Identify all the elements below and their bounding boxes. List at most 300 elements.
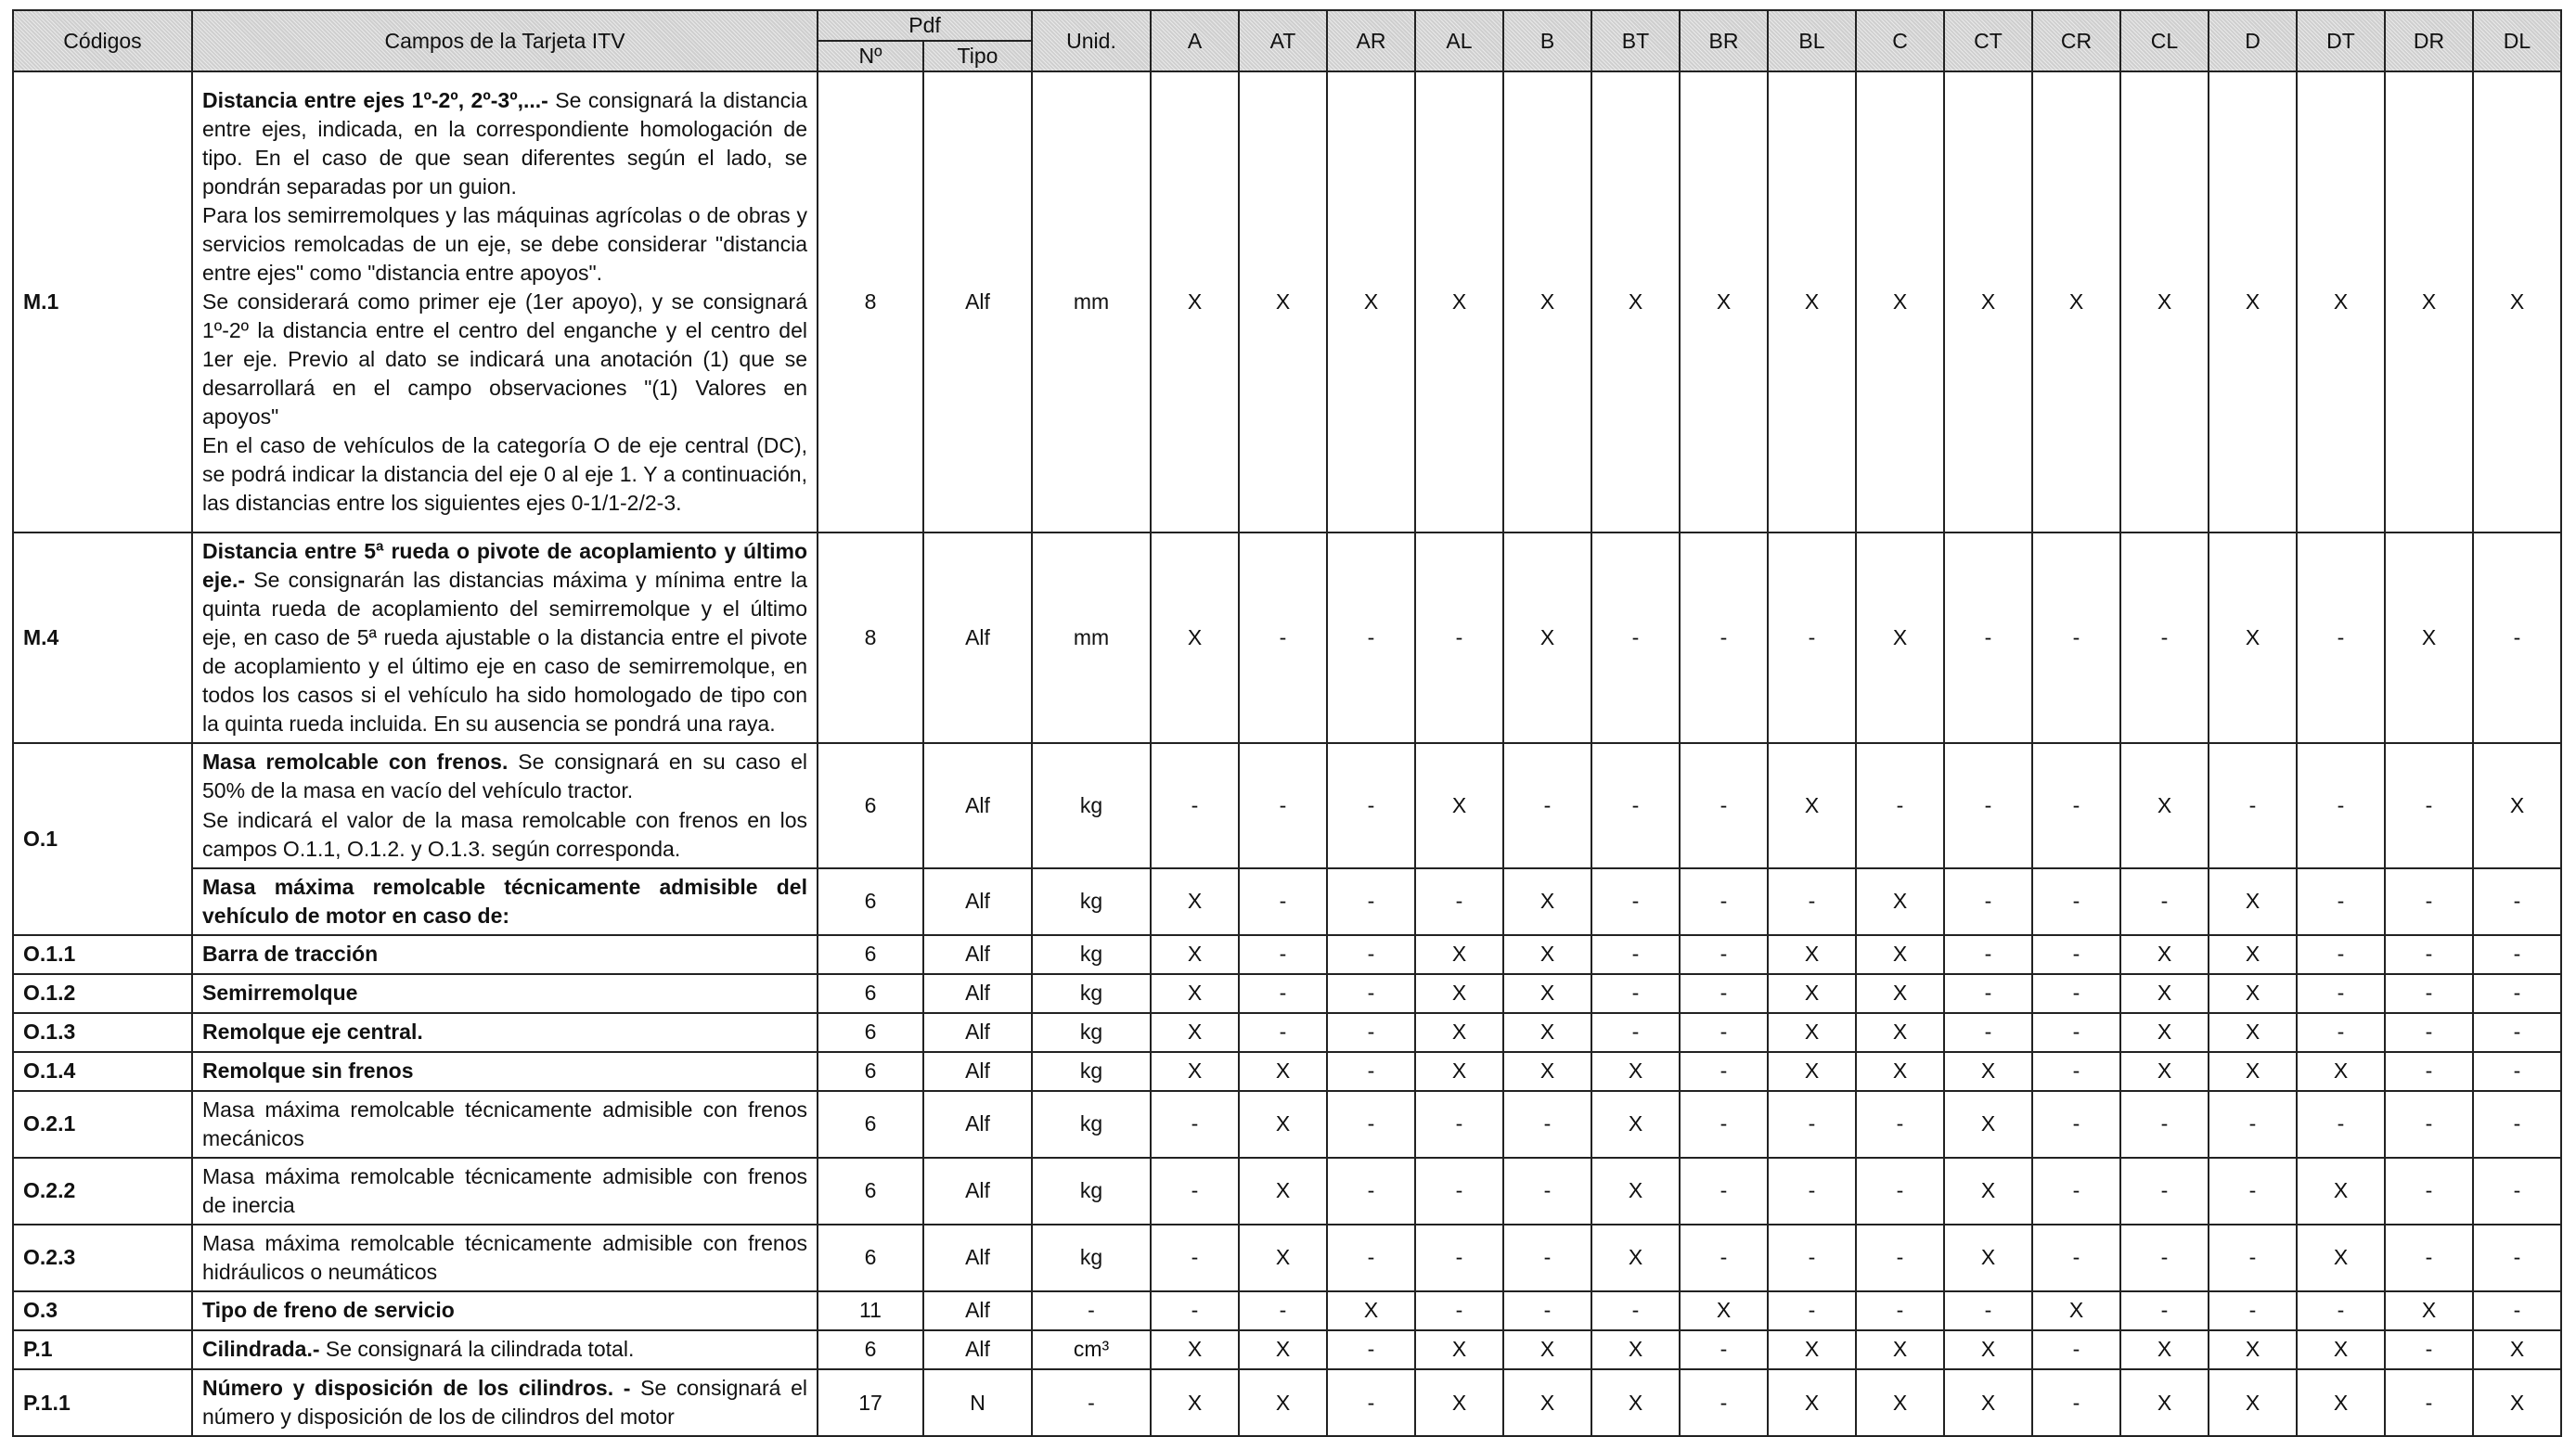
category-mark-b: X: [1503, 1013, 1591, 1052]
category-mark-b: X: [1503, 935, 1591, 974]
category-mark-cl: -: [2120, 1225, 2209, 1291]
row-pdf-number: 17: [818, 1369, 923, 1436]
header-cat-bt: BT: [1591, 10, 1680, 71]
description-text: Masa máxima remolcable técnicamente admisible con frenos mecánicos: [202, 1097, 807, 1150]
category-mark-dl: -: [2473, 1091, 2561, 1158]
category-mark-cl: X: [2120, 743, 2209, 867]
row-unit: kg: [1032, 1225, 1151, 1291]
header-cat-cl: CL: [2120, 10, 2209, 71]
category-mark-a: -: [1151, 1158, 1239, 1225]
category-mark-a: X: [1151, 71, 1239, 532]
category-mark-dl: -: [2473, 532, 2561, 743]
category-mark-br: X: [1680, 1291, 1768, 1330]
category-mark-c: X: [1856, 1013, 1944, 1052]
category-mark-c: X: [1856, 1330, 1944, 1369]
description-title: Remolque eje central.: [202, 1020, 423, 1045]
row-pdf-number: 6: [818, 935, 923, 974]
header-unit: Unid.: [1032, 10, 1151, 71]
row-code: P.1: [13, 1330, 192, 1369]
category-mark-cr: -: [2032, 868, 2120, 935]
row-description: [192, 1091, 818, 1158]
description-paragraph: Se considerará como primer eje (1er apoyo), y se consignará 1º-2º la distancia entre el centro del enganche y el centro del 1er eje. Previo al dato se indicará una anotación (1) que se desarrollará en el campo observaciones "(1) Valores en apoyos": [202, 289, 807, 430]
category-mark-a: -: [1151, 1091, 1239, 1158]
category-mark-ct: X: [1944, 1330, 2032, 1369]
category-mark-a: X: [1151, 868, 1239, 935]
category-mark-br: -: [1680, 1013, 1768, 1052]
category-mark-dr: -: [2385, 743, 2473, 867]
row-code: P.1.1: [13, 1369, 192, 1436]
category-mark-d: X: [2209, 532, 2297, 743]
category-mark-at: X: [1239, 1052, 1327, 1091]
header-cat-dl: DL: [2473, 10, 2561, 71]
category-mark-dt: X: [2297, 1225, 2385, 1291]
row-unit: mm: [1032, 532, 1151, 743]
row-unit: kg: [1032, 743, 1151, 867]
category-mark-d: X: [2209, 974, 2297, 1013]
row-pdf-type: Alf: [923, 868, 1032, 935]
category-mark-bt: -: [1591, 532, 1680, 743]
category-mark-at: -: [1239, 935, 1327, 974]
description-text: Se consignará la cilindrada total.: [319, 1337, 635, 1362]
category-mark-br: -: [1680, 935, 1768, 974]
category-mark-dl: X: [2473, 1369, 2561, 1436]
category-mark-cr: -: [2032, 1091, 2120, 1158]
category-mark-ct: X: [1944, 1158, 2032, 1225]
header-cat-a: A: [1151, 10, 1239, 71]
row-pdf-type: Alf: [923, 1291, 1032, 1330]
description-text: Se consignará en su caso el 50% de la masa en vacío del vehículo tractor.: [202, 750, 807, 803]
row-pdf-number: 6: [818, 1013, 923, 1052]
row-code: O.3: [13, 1291, 192, 1330]
category-mark-at: -: [1239, 1291, 1327, 1330]
row-pdf-number: 6: [818, 743, 923, 867]
row-pdf-type: Alf: [923, 1225, 1032, 1291]
table-row: [13, 1291, 2561, 1330]
category-mark-bl: -: [1768, 532, 1856, 743]
category-mark-ct: X: [1944, 71, 2032, 532]
description-title: Masa máxima remolcable técnicamente admisible del vehículo de motor en caso de:: [202, 874, 807, 928]
row-pdf-type: Alf: [923, 1330, 1032, 1369]
row-description: [192, 935, 818, 974]
category-mark-bt: -: [1591, 1013, 1680, 1052]
category-mark-ar: -: [1327, 1225, 1415, 1291]
category-mark-dl: -: [2473, 868, 2561, 935]
category-mark-bl: X: [1768, 1013, 1856, 1052]
category-mark-dt: X: [2297, 1052, 2385, 1091]
category-mark-cr: -: [2032, 1013, 2120, 1052]
category-mark-c: X: [1856, 71, 1944, 532]
category-mark-al: X: [1415, 974, 1503, 1013]
category-mark-c: -: [1856, 743, 1944, 867]
category-mark-b: -: [1503, 1225, 1591, 1291]
category-mark-dr: -: [2385, 868, 2473, 935]
category-mark-al: -: [1415, 532, 1503, 743]
description-title: Distancia entre 5ª rueda o pivote de acoplamiento y último eje.-: [202, 539, 807, 593]
category-mark-c: -: [1856, 1291, 1944, 1330]
row-pdf-type: Alf: [923, 1158, 1032, 1225]
description-text: Masa máxima remolcable técnicamente admisible con frenos de inercia: [202, 1163, 807, 1217]
row-code: O.1.1: [13, 935, 192, 974]
category-mark-a: X: [1151, 1013, 1239, 1052]
row-description: [192, 1013, 818, 1052]
description-title: Semirremolque: [202, 981, 358, 1006]
category-mark-dl: X: [2473, 743, 2561, 867]
row-description: [192, 1330, 818, 1369]
category-mark-dt: -: [2297, 974, 2385, 1013]
category-mark-b: X: [1503, 974, 1591, 1013]
category-mark-cl: X: [2120, 71, 2209, 532]
category-mark-ct: X: [1944, 1225, 2032, 1291]
row-pdf-type: Alf: [923, 935, 1032, 974]
category-mark-bt: X: [1591, 1091, 1680, 1158]
table-row: [13, 1013, 2561, 1052]
header-cat-br: BR: [1680, 10, 1768, 71]
category-mark-cl: X: [2120, 935, 2209, 974]
row-pdf-type: Alf: [923, 743, 1032, 867]
row-pdf-type: Alf: [923, 974, 1032, 1013]
category-mark-bl: -: [1768, 1158, 1856, 1225]
description-text: Se consignará el número y disposición de los de cilindros del motor: [202, 1375, 807, 1430]
category-mark-br: -: [1680, 532, 1768, 743]
category-mark-cl: -: [2120, 532, 2209, 743]
category-mark-dr: -: [2385, 1091, 2473, 1158]
row-pdf-type: Alf: [923, 71, 1032, 532]
row-pdf-number: 11: [818, 1291, 923, 1330]
table-row: [13, 1225, 2561, 1291]
category-mark-cr: -: [2032, 1369, 2120, 1436]
category-mark-bl: -: [1768, 1091, 1856, 1158]
header-cat-d: D: [2209, 10, 2297, 71]
table-row: [13, 974, 2561, 1013]
category-mark-b: X: [1503, 868, 1591, 935]
category-mark-d: X: [2209, 1013, 2297, 1052]
category-mark-ct: -: [1944, 935, 2032, 974]
category-mark-dr: -: [2385, 1052, 2473, 1091]
category-mark-br: -: [1680, 1091, 1768, 1158]
header-cat-b: B: [1503, 10, 1591, 71]
category-mark-al: -: [1415, 1158, 1503, 1225]
category-mark-al: X: [1415, 935, 1503, 974]
category-mark-al: -: [1415, 1291, 1503, 1330]
table-row: [13, 935, 2561, 974]
category-mark-dt: -: [2297, 743, 2385, 867]
category-mark-al: X: [1415, 1330, 1503, 1369]
category-mark-al: X: [1415, 1052, 1503, 1091]
category-mark-b: -: [1503, 743, 1591, 867]
category-mark-a: X: [1151, 1052, 1239, 1091]
description-title: Barra de tracción: [202, 942, 379, 967]
row-description: [192, 1225, 818, 1291]
table-row: [13, 1330, 2561, 1369]
category-mark-a: -: [1151, 1291, 1239, 1330]
row-pdf-number: 6: [818, 1330, 923, 1369]
category-mark-c: -: [1856, 1158, 1944, 1225]
category-mark-ar: -: [1327, 868, 1415, 935]
category-mark-bt: -: [1591, 935, 1680, 974]
row-unit: cm³: [1032, 1330, 1151, 1369]
category-mark-d: X: [2209, 868, 2297, 935]
itv-fields-table: [12, 9, 2562, 1437]
category-mark-ar: -: [1327, 1013, 1415, 1052]
category-mark-bt: X: [1591, 1225, 1680, 1291]
category-mark-d: -: [2209, 743, 2297, 867]
category-mark-b: -: [1503, 1158, 1591, 1225]
category-mark-br: -: [1680, 1052, 1768, 1091]
category-mark-a: -: [1151, 1225, 1239, 1291]
category-mark-ar: X: [1327, 1291, 1415, 1330]
category-mark-dt: -: [2297, 868, 2385, 935]
category-mark-at: -: [1239, 974, 1327, 1013]
category-mark-br: X: [1680, 71, 1768, 532]
category-mark-a: X: [1151, 1369, 1239, 1436]
category-mark-ct: X: [1944, 1369, 2032, 1436]
category-mark-at: -: [1239, 743, 1327, 867]
row-code: O.1.3: [13, 1013, 192, 1052]
category-mark-bl: -: [1768, 1225, 1856, 1291]
table-row: [13, 71, 2561, 532]
header-cat-cr: CR: [2032, 10, 2120, 71]
category-mark-al: X: [1415, 1013, 1503, 1052]
row-unit: kg: [1032, 935, 1151, 974]
row-pdf-number: 6: [818, 1158, 923, 1225]
row-code: O.1.2: [13, 974, 192, 1013]
category-mark-ar: -: [1327, 743, 1415, 867]
category-mark-bl: -: [1768, 868, 1856, 935]
category-mark-bt: -: [1591, 974, 1680, 1013]
category-mark-c: -: [1856, 1225, 1944, 1291]
row-pdf-type: Alf: [923, 1091, 1032, 1158]
row-unit: -: [1032, 1369, 1151, 1436]
header-cat-bl: BL: [1768, 10, 1856, 71]
header-cat-c: C: [1856, 10, 1944, 71]
description-title: Tipo de freno de servicio: [202, 1298, 455, 1323]
category-mark-dl: -: [2473, 1158, 2561, 1225]
category-mark-at: -: [1239, 1013, 1327, 1052]
header-cat-dt: DT: [2297, 10, 2385, 71]
category-mark-dl: -: [2473, 1291, 2561, 1330]
category-mark-al: -: [1415, 1091, 1503, 1158]
category-mark-dl: -: [2473, 974, 2561, 1013]
category-mark-br: -: [1680, 1330, 1768, 1369]
category-mark-cl: X: [2120, 1330, 2209, 1369]
description-title: Cilindrada.-: [202, 1337, 320, 1362]
category-mark-bt: X: [1591, 1052, 1680, 1091]
category-mark-cr: X: [2032, 71, 2120, 532]
category-mark-d: -: [2209, 1225, 2297, 1291]
category-mark-dl: X: [2473, 71, 2561, 532]
table-body: [13, 71, 2561, 1436]
category-mark-bl: X: [1768, 974, 1856, 1013]
category-mark-d: -: [2209, 1158, 2297, 1225]
row-code: O.1.4: [13, 1052, 192, 1091]
header-fields: Campos de la Tarjeta ITV: [192, 10, 818, 71]
category-mark-bl: X: [1768, 935, 1856, 974]
category-mark-ct: -: [1944, 1291, 2032, 1330]
category-mark-bl: X: [1768, 71, 1856, 532]
category-mark-cr: -: [2032, 1225, 2120, 1291]
row-pdf-number: 6: [818, 1225, 923, 1291]
category-mark-dr: -: [2385, 1158, 2473, 1225]
row-pdf-type: Alf: [923, 1052, 1032, 1091]
category-mark-al: X: [1415, 71, 1503, 532]
category-mark-dr: -: [2385, 1013, 2473, 1052]
description-paragraph: En el caso de vehículos de la categoría O de eje central (DC), se podrá indicar la distancia del eje 0 al eje 1. Y a continuación, las distancias entre los siguientes ejes 0-1/1-2/2-3.: [202, 433, 807, 516]
category-mark-b: X: [1503, 71, 1591, 532]
category-mark-cl: X: [2120, 1052, 2209, 1091]
row-code: M.1: [13, 71, 192, 532]
category-mark-b: X: [1503, 1330, 1591, 1369]
description-paragraph: Para los semirremolques y las máquinas agrícolas o de obras y servicios remolcadas de un eje, se debe considerar "distancia entre ejes" como "distancia entre apoyos".: [202, 202, 807, 286]
row-code: O.2.1: [13, 1091, 192, 1158]
category-mark-at: -: [1239, 532, 1327, 743]
table-row: [13, 743, 2561, 867]
category-mark-b: X: [1503, 1052, 1591, 1091]
category-mark-bt: -: [1591, 1291, 1680, 1330]
category-mark-cl: X: [2120, 974, 2209, 1013]
category-mark-ar: -: [1327, 532, 1415, 743]
category-mark-dr: -: [2385, 1369, 2473, 1436]
category-mark-bt: X: [1591, 71, 1680, 532]
row-code: M.4: [13, 532, 192, 743]
category-mark-dl: -: [2473, 1052, 2561, 1091]
category-mark-cr: -: [2032, 1330, 2120, 1369]
category-mark-ar: X: [1327, 71, 1415, 532]
category-mark-c: -: [1856, 1091, 1944, 1158]
row-unit: kg: [1032, 1013, 1151, 1052]
category-mark-at: X: [1239, 1330, 1327, 1369]
category-mark-d: X: [2209, 1369, 2297, 1436]
category-mark-bl: -: [1768, 1291, 1856, 1330]
category-mark-at: X: [1239, 1369, 1327, 1436]
table-row: [13, 1158, 2561, 1225]
description-title: Remolque sin frenos: [202, 1059, 414, 1084]
category-mark-dt: -: [2297, 1091, 2385, 1158]
category-mark-cr: -: [2032, 1052, 2120, 1091]
category-mark-ct: X: [1944, 1091, 2032, 1158]
row-unit: kg: [1032, 868, 1151, 935]
category-mark-bt: X: [1591, 1369, 1680, 1436]
category-mark-ct: -: [1944, 974, 2032, 1013]
header-pdf-no: Nº: [818, 41, 923, 71]
category-mark-br: -: [1680, 868, 1768, 935]
category-mark-a: X: [1151, 532, 1239, 743]
category-mark-br: -: [1680, 1158, 1768, 1225]
category-mark-cl: X: [2120, 1369, 2209, 1436]
table-row: [13, 868, 2561, 935]
category-mark-cr: -: [2032, 532, 2120, 743]
category-mark-br: -: [1680, 974, 1768, 1013]
row-unit: kg: [1032, 1158, 1151, 1225]
header-codes: Códigos: [13, 10, 192, 71]
category-mark-dl: -: [2473, 935, 2561, 974]
category-mark-dr: -: [2385, 935, 2473, 974]
category-mark-at: X: [1239, 1225, 1327, 1291]
row-description: [192, 868, 818, 935]
category-mark-cr: -: [2032, 974, 2120, 1013]
category-mark-dt: X: [2297, 71, 2385, 532]
category-mark-a: -: [1151, 743, 1239, 867]
description-title: Distancia entre ejes 1º-2º, 2º-3º,...-: [202, 87, 548, 112]
category-mark-dr: -: [2385, 974, 2473, 1013]
category-mark-at: X: [1239, 1158, 1327, 1225]
category-mark-b: -: [1503, 1291, 1591, 1330]
table-row: [13, 1052, 2561, 1091]
row-pdf-number: 6: [818, 1052, 923, 1091]
row-pdf-type: N: [923, 1369, 1032, 1436]
category-mark-cl: -: [2120, 868, 2209, 935]
category-mark-ar: -: [1327, 935, 1415, 974]
row-unit: -: [1032, 1291, 1151, 1330]
category-mark-ct: -: [1944, 1013, 2032, 1052]
row-description: [192, 1158, 818, 1225]
table-row: [13, 1091, 2561, 1158]
row-unit: kg: [1032, 1052, 1151, 1091]
row-unit: kg: [1032, 1091, 1151, 1158]
header-cat-al: AL: [1415, 10, 1503, 71]
category-mark-dt: -: [2297, 1291, 2385, 1330]
category-mark-dl: -: [2473, 1225, 2561, 1291]
row-unit: kg: [1032, 974, 1151, 1013]
category-mark-d: -: [2209, 1291, 2297, 1330]
description-title: Masa remolcable con frenos.: [202, 750, 509, 775]
category-mark-dr: -: [2385, 1330, 2473, 1369]
row-description: [192, 974, 818, 1013]
category-mark-c: X: [1856, 1052, 1944, 1091]
category-mark-br: -: [1680, 1369, 1768, 1436]
category-mark-dt: -: [2297, 532, 2385, 743]
row-description: [192, 532, 818, 743]
category-mark-cl: X: [2120, 1013, 2209, 1052]
category-mark-c: X: [1856, 1369, 1944, 1436]
category-mark-ar: -: [1327, 1158, 1415, 1225]
category-mark-bl: X: [1768, 1052, 1856, 1091]
category-mark-d: X: [2209, 1330, 2297, 1369]
category-mark-bl: X: [1768, 743, 1856, 867]
category-mark-cl: -: [2120, 1091, 2209, 1158]
row-description: [192, 1369, 818, 1436]
category-mark-al: -: [1415, 1225, 1503, 1291]
category-mark-dr: X: [2385, 532, 2473, 743]
row-pdf-number: 8: [818, 71, 923, 532]
category-mark-ar: -: [1327, 1091, 1415, 1158]
header-cat-dr: DR: [2385, 10, 2473, 71]
category-mark-cr: -: [2032, 935, 2120, 974]
description-text: Se consignarán las distancias máxima y mínima entre la quinta rueda de acoplamiento del semirremolque y el último eje, en caso de 5ª rueda ajustable o la distancia entre el pivote de acoplamiento y el último eje en caso de semirremolque, en todos los casos si el vehículo ha sido homologado de tipo con la quinta rueda incluida. En su ausencia se pondrá una raya.: [202, 568, 807, 737]
category-mark-d: -: [2209, 1091, 2297, 1158]
category-mark-cl: -: [2120, 1158, 2209, 1225]
row-unit: mm: [1032, 71, 1151, 532]
table-row: [13, 1369, 2561, 1436]
category-mark-ct: X: [1944, 1052, 2032, 1091]
row-pdf-number: 8: [818, 532, 923, 743]
category-mark-ar: -: [1327, 1330, 1415, 1369]
category-mark-b: X: [1503, 532, 1591, 743]
row-description: [192, 743, 818, 867]
description-title: Número y disposición de los cilindros. -: [202, 1375, 631, 1400]
category-mark-c: X: [1856, 974, 1944, 1013]
category-mark-br: -: [1680, 743, 1768, 867]
category-mark-b: X: [1503, 1369, 1591, 1436]
category-mark-dr: X: [2385, 71, 2473, 532]
header-cat-ar: AR: [1327, 10, 1415, 71]
row-description: [192, 1052, 818, 1091]
table-row: [13, 532, 2561, 743]
row-code: O.2.2: [13, 1158, 192, 1225]
category-mark-cl: -: [2120, 1291, 2209, 1330]
category-mark-at: -: [1239, 868, 1327, 935]
category-mark-bl: X: [1768, 1330, 1856, 1369]
category-mark-cr: -: [2032, 743, 2120, 867]
